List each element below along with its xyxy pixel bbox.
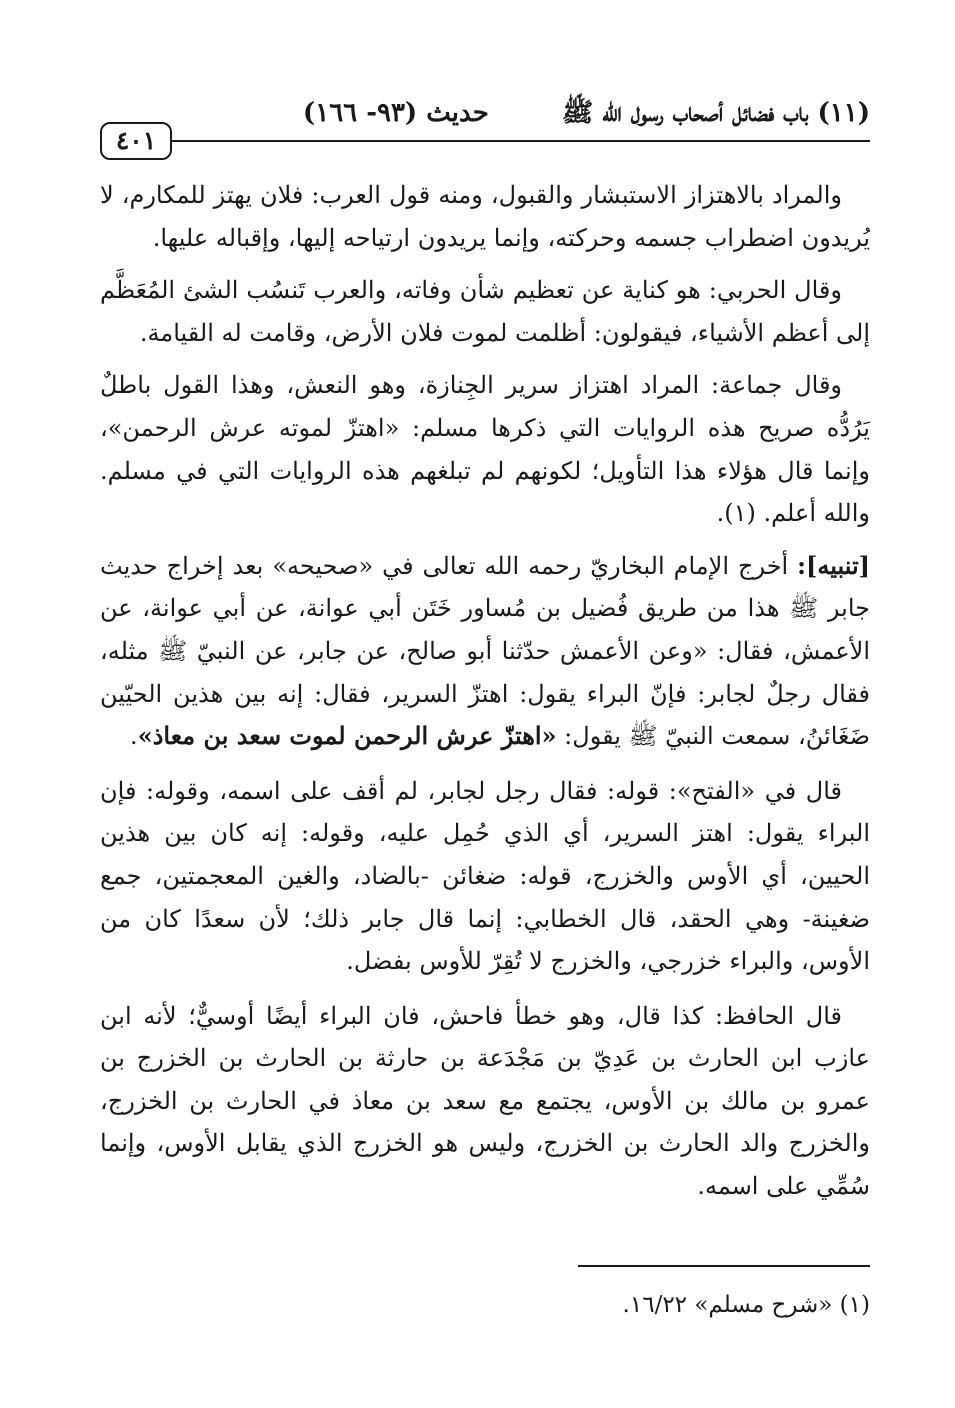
page-number: ٤٠١: [100, 122, 172, 160]
paragraph: وقال الحربي: هو كناية عن تعظيم شأن وفاته، والعرب تَنسُب الشئ المُعَظَّم إلى أعظم الأشياء، فيقولون: أظلمت لموت فلان الأرض، وقامت له القيامة.: [100, 276, 870, 347]
paragraph: وقال جماعة: المراد اهتزاز سرير الجِنازة، وهو النعش، وهذا القول باطلٌ يَرُدُّه صريح هذه الروايات التي ذكرها مسلم: «اهتزّ لموته عرش الرحمن»، وإنما قال هؤلاء هذا التأويل؛ لكونهم لم تبلغهم هذه الروايات التي في مسلم. والله أعلم. (١).: [100, 371, 870, 528]
paragraph: قال في «الفتح»: قوله: فقال رجل لجابر، لم أقف على اسمه، وقوله: فإن البراء يقول: اهتز السرير، أي الذي حُمِل عليه، وقوله: إنه كان بين هذين الحيين، أي الأوس والخزرج، قوله: ضغائن -بالضاد، والغين المعجمتين، جمع ضغينة- وهي الحقد، قال الخطابي: إنما قال جابر ذلك؛ لأن سعدًا كان من الأوس، والبراء خزرجي، والخزرج لا تُقِرّ للأوس بفضل.: [100, 776, 870, 976]
footnote-rule: [578, 1265, 870, 1267]
note-paragraph: [100, 545, 870, 758]
chapter-title: (١١) باب فضائل أصحاب رسول الله ﷺ: [561, 98, 870, 128]
note-tail: .: [130, 722, 138, 751]
paragraph: قال الحافظ: كذا قال، وهو خطأ فاحش، فان البراء أيضًا أوسيٌّ؛ لأنه ابن عازب ابن الحارث بن عَدِيّ بن مَجْدَعة بن حارثة بن الحارث بن الخزرج بن عمرو بن مالك بن الأوس، يجتمع مع سعد بن معاذ في الحارث بن الخزرج، والخزرج والد الحارث بن الخزرج، وليس هو الخزرج الذي يقابل الأوس، وإنما سُمِّي على اسمه.: [100, 1001, 870, 1201]
running-head: [100, 96, 870, 134]
note-label: [تنبيه]:: [797, 550, 870, 580]
hadith-quote: «اهتزّ عرش الرحمن لموت سعد بن معاذ»: [137, 721, 557, 751]
footnote: (١) «شرح مسلم» ١٦/٢٢.: [622, 1292, 870, 1318]
note-text: أخرج الإمام البخاريّ رحمه الله تعالى في «صحيحه» بعد إخراج حديث جابر ﷺ هذا من طريق فُضيل بن مُساور خَتَن أبي عوانة، عن أبي عوانة، عن الأعمش، فقال: «وعن الأعمش حدّثنا أبو صالح، عن جابر، عن النبيّ ﷺ مثله، فقال رجلٌ لجابر: فإنّ البراء يقول: اهتزّ السرير، فقال: إنه بين هذين الحيّين ضَغَائنُ، سمعت النبيّ ﷺ يقول:: [100, 551, 870, 751]
header-rule: [170, 140, 870, 142]
hadith-range: حديث (٩٣- ١٦٦): [302, 98, 489, 128]
main-text: [100, 174, 870, 1218]
page-header: [100, 96, 870, 156]
paragraph: والمراد بالاهتزاز الاستبشار والقبول، ومنه قول العرب: فلان يهتز للمكارم، لا يُريدون اضطراب جسمه وحركته، وإنما يريدون ارتياحه إليها، وإقباله عليها.: [100, 181, 870, 252]
